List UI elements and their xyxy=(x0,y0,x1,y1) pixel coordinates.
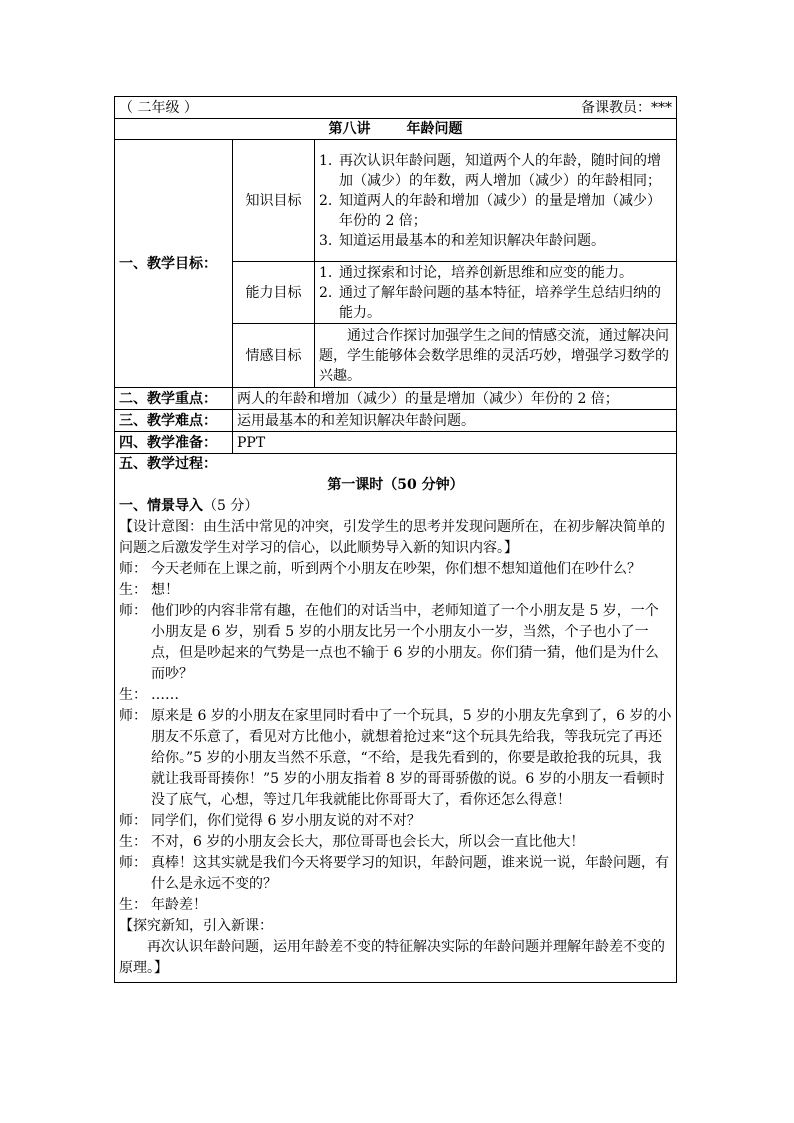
knowledge-goal-list xyxy=(319,151,672,251)
grade-label: （ 二年级 ） xyxy=(115,97,315,119)
knowledge-item xyxy=(319,191,672,231)
dialogue-text: 不对，6 岁的小朋友会长大，那位哥哥也会长大，所以会一直比他大！ xyxy=(151,834,585,850)
dialogue-line xyxy=(119,706,672,811)
dialogue-line xyxy=(119,811,672,832)
dialogue-line xyxy=(119,895,672,916)
dialogue-speaker: 师： xyxy=(119,603,147,619)
section-duration: （5 分） xyxy=(203,498,259,514)
ability-goal-label: 能力目标 xyxy=(233,262,315,324)
teacher-label: 备课教员：*** xyxy=(315,97,677,119)
ability-item xyxy=(319,263,672,283)
dialogue-text: 原来是 6 岁的小朋友在家里同时看中了一个玩具，5 岁的小朋友先拿到了，6 岁的小朋友不乐意了，看见对方比他小，就想着抢过来“这个玩具先给我，等我玩完了再还给你。”5 岁的小朋友当然不乐意，“不给，是我先看到的，你要是敢抢我的玩具，我就让我哥哥揍你！”5 岁的小朋友指着 8 岁的哥哥骄傲的说。6 岁的小朋友一看顿时没了底气，心想，等过几年我就能比你哥哥大了，看你还怎么得意！ xyxy=(151,708,672,808)
knowledge-item-text: 知道运用最基本的和差知识解决年龄问题。 xyxy=(339,232,605,249)
ability-item-number: 2. xyxy=(319,284,333,301)
dialogue-line xyxy=(119,580,672,601)
ability-goal-content xyxy=(315,262,677,324)
objectives-label: 一、教学目标： xyxy=(115,140,233,388)
dialogue-text: 他们吵的内容非常有趣，在他们的对话当中，老师知道了一个小朋友是 5 岁，一个小朋友是 6 岁，别看 5 岁的小朋友比另一个小朋友小一岁，当然，个子也小了一点，但是吵起来的气势是一点也不输于 6 岁的小朋友。你们猜一猜，他们是为什么而吵？ xyxy=(151,603,659,682)
dialogue-speaker: 生： xyxy=(119,582,147,598)
key-point-label: 二、教学重点： xyxy=(115,388,233,410)
lesson-plan-table xyxy=(114,96,677,983)
preparation-label: 四、教学准备： xyxy=(115,432,233,454)
emotion-goal-content: 通过合作探讨加强学生之间的情感交流，通过解决问题，学生能够体会数学思维的灵活巧妙，增强学习数学的兴趣。 xyxy=(315,324,677,388)
dialogue-text: 今天老师在上课之前，听到两个小朋友在吵架，你们想不想知道他们在吵什么？ xyxy=(151,561,641,577)
ability-item xyxy=(319,283,672,323)
lesson-number: 第八讲 xyxy=(328,121,371,137)
preparation-content: PPT xyxy=(233,432,677,454)
knowledge-item-number: 1. xyxy=(319,152,333,169)
lesson-title xyxy=(115,119,677,140)
dialogue-list xyxy=(119,559,672,916)
knowledge-goal-label: 知识目标 xyxy=(233,140,315,262)
dialogue-line xyxy=(119,832,672,853)
dialogue-speaker: 师： xyxy=(119,813,147,829)
dialogue-text: 年龄差！ xyxy=(151,897,207,913)
difficulty-label: 三、教学难点： xyxy=(115,410,233,432)
dialogue-line xyxy=(119,601,672,685)
dialogue-speaker: 生： xyxy=(119,687,147,703)
dialogue-line xyxy=(119,559,672,580)
ability-item-text: 通过了解年龄问题的基本特征，培养学生总结归纳的能力。 xyxy=(339,284,661,321)
section-title xyxy=(119,496,672,517)
dialogue-speaker: 师： xyxy=(119,855,147,871)
difficulty-content: 运用最基本的和差知识解决年龄问题。 xyxy=(233,410,677,432)
dialogue-speaker: 生： xyxy=(119,834,147,850)
explore-heading: 【探究新知，引入新课： xyxy=(119,918,273,934)
process-label: 五、教学过程： xyxy=(119,456,217,472)
knowledge-item xyxy=(319,231,672,251)
dialogue-text: 同学们，你们觉得 6 岁小朋友说的对不对？ xyxy=(151,813,421,829)
teaching-process xyxy=(115,454,677,983)
lesson-plan-page xyxy=(114,96,676,983)
ability-item-number: 1. xyxy=(319,264,333,281)
knowledge-item-text: 知道两人的年龄和增加（减少）的量是增加（减少）年份的 2 倍； xyxy=(339,192,661,229)
knowledge-item xyxy=(319,151,672,191)
knowledge-goal-content xyxy=(315,140,677,262)
dialogue-line xyxy=(119,853,672,895)
knowledge-item-number: 3. xyxy=(319,232,333,249)
knowledge-item-text: 再次认识年龄问题，知道两个人的年龄，随时间的增加（减少）的年数，两人增加（减少）的年龄相同； xyxy=(339,152,661,189)
session-title: 第一课时（50 分钟） xyxy=(327,477,464,493)
ability-item-text: 通过探索和讨论，培养创新思维和应变的能力。 xyxy=(339,264,633,281)
ability-goal-list xyxy=(319,263,672,323)
knowledge-item-number: 2. xyxy=(319,192,333,209)
key-point-content: 两人的年龄和增加（减少）的量是增加（减少）年份的 2 倍； xyxy=(233,388,677,410)
section-name: 一、情景导入 xyxy=(119,498,203,514)
dialogue-line xyxy=(119,685,672,706)
explore-text: 再次认识年龄问题，运用年龄差不变的特征解决实际的年龄问题并理解年龄差不变的原理。】 xyxy=(119,939,665,976)
lesson-topic: 年龄问题 xyxy=(406,121,463,137)
emotion-goal-label: 情感目标 xyxy=(233,324,315,388)
dialogue-speaker: 师： xyxy=(119,561,147,577)
dialogue-speaker: 师： xyxy=(119,708,147,724)
dialogue-text: 真棒！这其实就是我们今天将要学习的知识，年龄问题，谁来说一说，年龄问题，有什么是永远不变的？ xyxy=(151,855,669,892)
dialogue-text: …… xyxy=(151,687,179,703)
dialogue-speaker: 生： xyxy=(119,897,147,913)
dialogue-text: 想！ xyxy=(151,582,179,598)
design-intent: 【设计意图：由生活中常见的冲突，引发学生的思考并发现问题所在，在初步解决简单的问题之后激发学生对学习的信心，以此顺势导入新的知识内容。】 xyxy=(119,519,665,556)
